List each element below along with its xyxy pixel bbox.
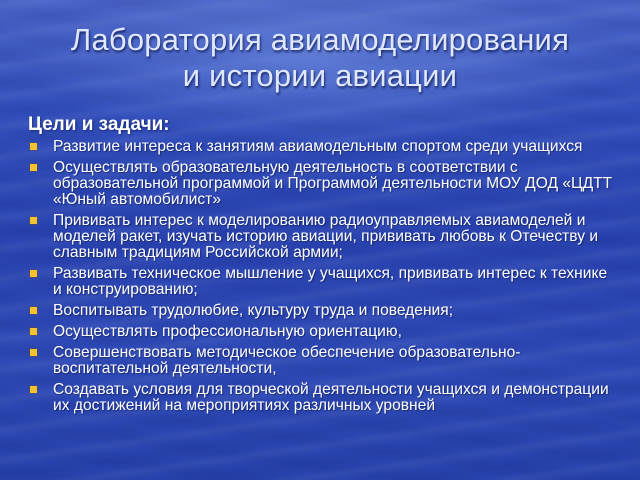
goal-item-text: Создавать условия для творческой деятельности учащихся и демонстрации их достижений на мероприятиях различных уровней	[53, 381, 609, 414]
square-bullet-icon	[30, 328, 37, 335]
goal-item-text: Развивать техническое мышление у учащихся, прививать интерес к технике и конструированию;	[53, 265, 608, 298]
square-bullet-icon	[30, 270, 37, 277]
square-bullet-icon	[30, 386, 37, 393]
goal-item	[28, 266, 618, 298]
goal-item-text: Осуществлять профессиональную ориентацию,	[53, 323, 402, 340]
slide-title-line-1: Лаборатория авиамоделирования	[70, 22, 570, 57]
goal-item	[28, 382, 618, 414]
square-bullet-icon	[30, 164, 37, 171]
goals-heading: Цели и задачи:	[28, 114, 170, 135]
square-bullet-icon	[30, 143, 37, 150]
goal-item	[28, 345, 618, 377]
square-bullet-icon	[30, 349, 37, 356]
goal-item-text: Совершенствовать методическое обеспечение образовательно-воспитательной деятельности,	[53, 344, 521, 377]
square-bullet-icon	[30, 307, 37, 314]
goal-item	[28, 160, 618, 208]
goal-item-text: Развитие интереса к занятиям авиамодельным спортом среди учащихся	[53, 138, 583, 155]
goal-item-text: Воспитывать трудолюбие, культуру труда и поведения;	[53, 302, 454, 319]
goals-list	[28, 139, 618, 419]
goal-item-text: Прививать интерес к моделированию радиоуправляемых авиамоделей и моделей ракет, изучать историю авиации, прививать любовь к Отечеству и славным традициям Российской армии;	[53, 212, 599, 261]
goal-item	[28, 213, 618, 261]
slide-title	[0, 22, 640, 94]
goal-item-text: Осуществлять образовательную деятельность в соответствии с образовательной программой и Программой деятельности МОУ ДОД «ЦДТТ «Юный автомобилист»	[53, 159, 613, 208]
goal-item	[28, 139, 618, 155]
goal-item	[28, 303, 618, 319]
goal-item	[28, 324, 618, 340]
square-bullet-icon	[30, 217, 37, 224]
slide-title-line-2: и истории авиации	[182, 58, 458, 93]
